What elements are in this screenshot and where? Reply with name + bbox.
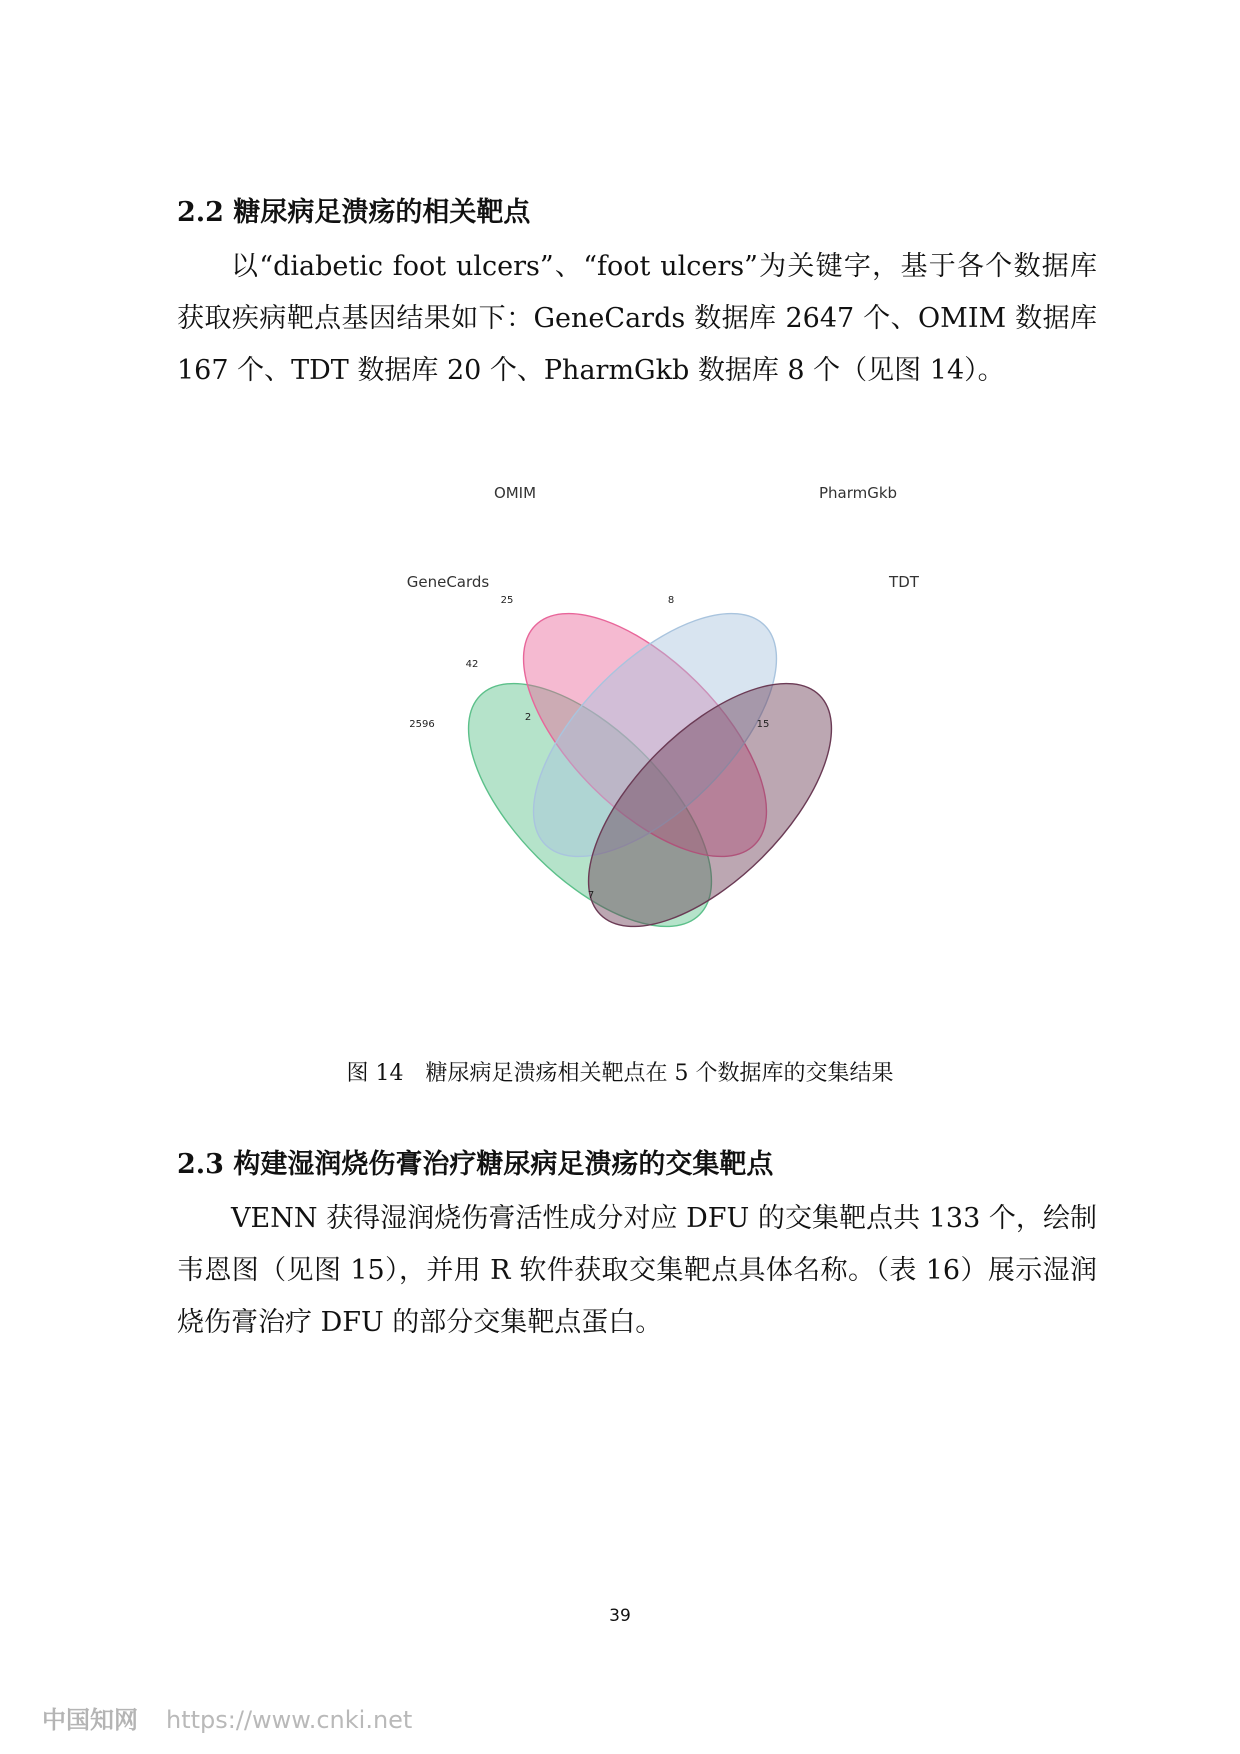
venn-label-tdt: TDT	[889, 573, 919, 591]
venn-count-pharmgkb: 8	[667, 595, 675, 606]
section-heading-2-3: 2.3 构建湿润烧伤膏治疗糖尿病足溃疡的交集靶点	[177, 1149, 774, 1180]
venn-diagram	[380, 484, 940, 995]
venn-label-omim: OMIM	[493, 484, 537, 502]
footer-url[interactable]: https://www.cnki.net	[166, 1706, 413, 1734]
section-heading-2-2: 2.2 糖尿病足溃疡的相关靶点	[177, 197, 531, 228]
venn-count-genecards: 2596	[409, 719, 435, 730]
figure-14-caption: 图 14 糖尿病足溃疡相关靶点在 5 个数据库的交集结果	[346, 1061, 894, 1086]
venn-label-genecards: GeneCards	[406, 573, 490, 591]
venn-count-omim: 25	[500, 595, 514, 606]
footer-watermark	[42, 1700, 412, 1735]
venn-count-tdt: 15	[756, 719, 770, 730]
cnki-logo-text: 中国知网	[42, 1706, 138, 1734]
venn-count-genecards-omim: 42	[465, 659, 479, 670]
section-paragraph-2-2: 以“diabetic foot ulcers”、“foot ulcers”为关键字，基于各个数据库获取疾病靶点基因结果如下：GeneCards 数据库 2647 个、OMIM 数据库 167 个、TDT 数据库 20 个、PharmGkb 数据库 8 个（见图 14）。	[177, 251, 1097, 386]
venn-count-genecards-omim-pharmgkb: 2	[524, 712, 532, 723]
venn-label-pharmgkb: PharmGkb	[818, 484, 898, 502]
page-number: 39	[609, 1606, 631, 1626]
section-paragraph-2-3: VENN 获得湿润烧伤膏活性成分对应 DFU 的交集靶点共 133 个，绘制韦恩图（见图 15），并用 R 软件获取交集靶点具体名称。（表 16）展示湿润烧伤膏治疗 DFU 的部分交集靶点蛋白。	[177, 1203, 1097, 1338]
venn-count-genecards-tdt: 7	[587, 890, 595, 901]
